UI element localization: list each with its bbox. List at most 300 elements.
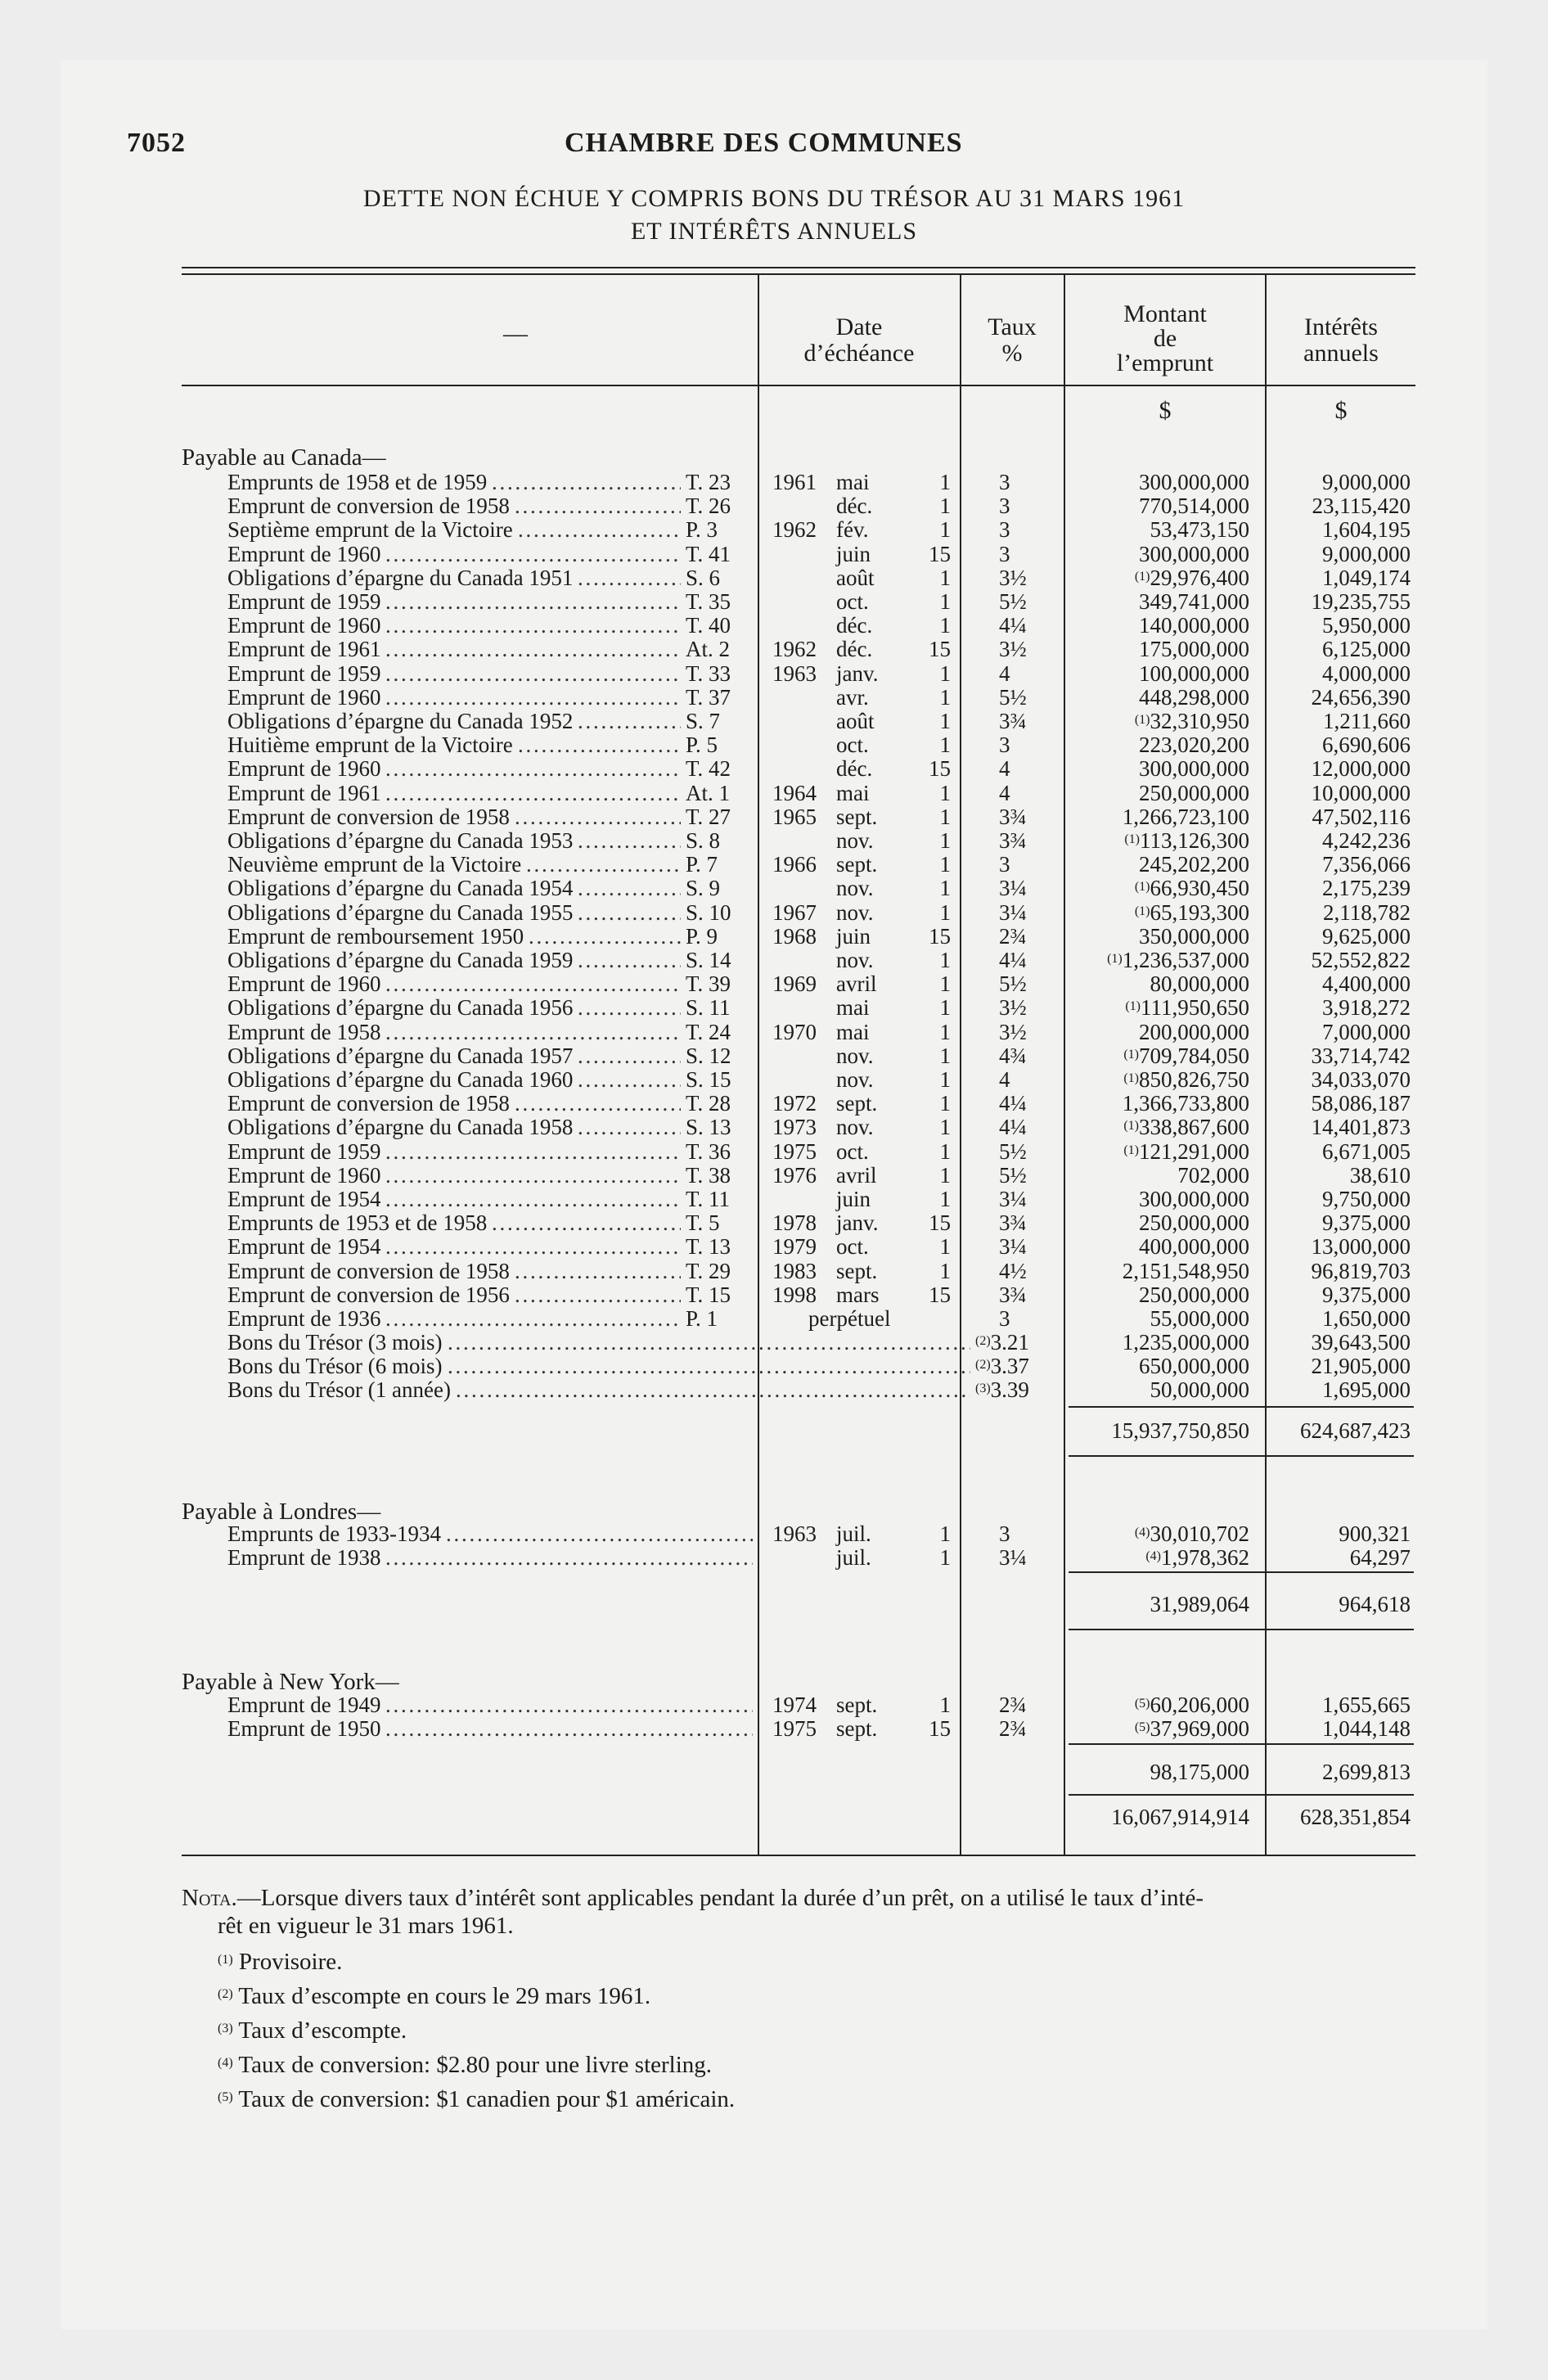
leader-dots (578, 1116, 681, 1139)
loan-reference: S. 15 (686, 1067, 731, 1092)
loan-amount (1123, 805, 1249, 829)
interest-rate: 3¼ (999, 899, 1027, 925)
leader-dots (385, 662, 681, 686)
column-header-interest-l1: Intérêts (1304, 313, 1378, 340)
table-row (0, 1283, 1548, 1307)
maturity-day: 1 (939, 899, 951, 925)
maturity-month: nov. (836, 899, 874, 925)
footnote-mark: (1) (1123, 1071, 1139, 1085)
maturity-year: 1975 (772, 1716, 817, 1742)
annual-interest: 6,690,606 (1322, 732, 1411, 758)
annual-interest: 21,905,000 (1311, 1354, 1411, 1379)
interest-rate: 3¼ (999, 1545, 1027, 1571)
maturity-day: 1 (939, 780, 951, 805)
maturity-day: 15 (929, 637, 951, 662)
amount-value: 37,969,000 (1150, 1716, 1249, 1742)
maturity-month: nov. (836, 1067, 874, 1092)
unit-interest: $ (1334, 397, 1348, 424)
loan-amount (1139, 925, 1249, 949)
loan-reference: T. 41 (686, 541, 731, 566)
loan-reference: At. 2 (686, 637, 730, 662)
grand-total-rule (1069, 1794, 1414, 1796)
loan-amount: 1,235,000,000 (1122, 1330, 1249, 1355)
amount-value: 175,000,000 (1139, 637, 1249, 662)
table-row (0, 877, 1548, 900)
leader-dots (578, 566, 681, 590)
subtotal-rule-canada (1069, 1406, 1414, 1408)
loan-amount (1139, 686, 1249, 710)
amount-value: 1,236,537,000 (1122, 948, 1249, 972)
annual-interest: 1,044,148 (1322, 1716, 1411, 1742)
leader-dots (515, 1283, 681, 1307)
loan-amount (1139, 1211, 1249, 1235)
column-header-date-l2: d’échéance (803, 340, 915, 367)
table-row (0, 1092, 1548, 1116)
maturity-day: 1 (939, 971, 951, 997)
loan-name: Obligations d’épargne du Canada 1955 (227, 899, 574, 925)
leader-dots (385, 1307, 681, 1331)
subtotal-row-london (0, 1593, 1548, 1616)
loan-reference: At. 1 (686, 780, 730, 805)
loan-reference: S. 13 (686, 1115, 731, 1140)
leader-dots (385, 1693, 753, 1717)
loan-name: Emprunt de 1960 (227, 1162, 381, 1188)
annual-interest: 47,502,116 (1312, 804, 1411, 829)
table-row (0, 1235, 1548, 1259)
loan-reference: T. 26 (686, 494, 731, 519)
maturity-perpetual: perpétuel (808, 1306, 891, 1331)
interest-rate: 3 (999, 541, 1010, 566)
maturity-day: 1 (939, 995, 951, 1021)
leader-dots (518, 733, 681, 757)
table-bottom-rule (182, 1855, 1415, 1856)
interest-rate: 4 (999, 780, 1010, 805)
maturity-month: déc. (836, 613, 873, 638)
section-label-london: Payable à Londres— (182, 1499, 381, 1525)
interest-rate: 3¼ (999, 876, 1027, 901)
table-row (0, 1211, 1548, 1235)
table-row (0, 614, 1548, 638)
loan-amount (1145, 1546, 1249, 1570)
nota-label: Nota. (182, 1885, 237, 1911)
table-row (0, 805, 1548, 829)
table-row (0, 1116, 1548, 1139)
maturity-month: oct. (836, 1234, 869, 1260)
interest-rate: 3½ (999, 637, 1027, 662)
top-double-rule-b (182, 273, 1415, 275)
amount-value: 55,000,000 (1150, 1306, 1249, 1331)
table-row (0, 686, 1548, 710)
loan-reference: T. 33 (686, 660, 731, 686)
footnote (218, 1948, 342, 1976)
amount-value: 1,978,362 (1161, 1545, 1249, 1571)
leader-dots (492, 471, 681, 494)
maturity-month: fév. (836, 517, 869, 543)
annual-interest: 12,000,000 (1311, 756, 1411, 782)
footnote-mark: (1) (1134, 880, 1150, 895)
maturity-day: 1 (939, 876, 951, 901)
loan-reference: S. 8 (686, 828, 721, 853)
table-title-line2: ET INTÉRÊTS ANNUELS (630, 218, 918, 245)
footnote-mark: (1) (1124, 832, 1140, 846)
table-row (0, 901, 1548, 925)
maturity-day: 15 (929, 541, 951, 566)
loan-amount: 50,000,000 (1150, 1377, 1249, 1403)
nota-text: —Lorsque divers taux d’intérêt sont applicables pendant la durée d’un prêt, on a utilisé le taux d’inté- (236, 1885, 1204, 1911)
column-header-interest-l2: annuels (1303, 340, 1379, 367)
amount-value: 66,930,450 (1150, 876, 1249, 901)
maturity-day: 1 (939, 1545, 951, 1571)
maturity-month: mai (836, 780, 870, 805)
column-header-amount-l2: de (1153, 325, 1177, 352)
leader-dots (578, 1044, 681, 1068)
maturity-month: sept. (836, 1716, 878, 1742)
maturity-year: 1961 (772, 470, 817, 494)
amount-value: 100,000,000 (1139, 660, 1249, 686)
table-row (0, 1188, 1548, 1211)
maturity-year: 1962 (772, 517, 817, 543)
leader-dots (385, 1164, 681, 1188)
maturity-year: 1974 (772, 1693, 817, 1717)
loan-reference: P. 5 (686, 732, 718, 758)
subtotal-interest: 624,687,423 (1300, 1418, 1411, 1443)
loan-amount (1139, 1283, 1249, 1307)
annual-interest: 38,610 (1349, 1162, 1411, 1188)
interest-rate: 4 (999, 756, 1010, 782)
loan-name: Emprunt de 1938 (227, 1545, 381, 1571)
maturity-year: 1967 (772, 899, 817, 925)
maturity-month: sept. (836, 1258, 878, 1283)
leader-dots (385, 614, 681, 638)
loan-reference: P. 7 (686, 852, 718, 877)
footnote-text: Taux d’escompte en cours le 29 mars 1961. (232, 1983, 651, 2009)
loan-amount (1150, 972, 1250, 996)
footnote-text: Taux de conversion: $1 canadien pour $1 américain. (232, 2086, 736, 2112)
amount-value: 350,000,000 (1139, 923, 1249, 949)
interest-rate: 4½ (999, 1258, 1027, 1283)
footnote-mark: (3) (218, 2022, 233, 2035)
loan-reference: T. 15 (686, 1282, 731, 1307)
annual-interest: 9,375,000 (1322, 1282, 1411, 1307)
loan-name: Emprunt de 1949 (227, 1693, 381, 1717)
amount-value: 702,000 (1177, 1162, 1249, 1188)
maturity-year: 1972 (772, 1091, 817, 1116)
leader-dots (578, 877, 681, 900)
loan-reference: P. 3 (686, 517, 718, 543)
maturity-year: 1979 (772, 1234, 817, 1260)
nota-line2: rêt en vigueur le 31 mars 1961. (218, 1913, 514, 1939)
maturity-day: 1 (939, 1115, 951, 1140)
table-row (0, 1546, 1548, 1570)
amount-value: 2,151,548,950 (1122, 1258, 1249, 1283)
maturity-day: 1 (939, 1019, 951, 1044)
loan-name: Obligations d’épargne du Canada 1954 (227, 876, 574, 901)
table-row (0, 1717, 1548, 1741)
treasury-bill-name: Bons du Trésor (6 mois) (227, 1354, 443, 1379)
rate-value: 3.39 (990, 1377, 1029, 1403)
annual-interest: 14,401,873 (1311, 1115, 1411, 1140)
loan-reference: P. 9 (686, 923, 718, 949)
maturity-month: juin (836, 1187, 871, 1211)
maturity-day: 1 (939, 589, 951, 614)
interest-rate: 3¾ (999, 1210, 1027, 1236)
maturity-day: 1 (939, 660, 951, 686)
interest-rate: 3¾ (999, 804, 1027, 829)
footnote-mark: (2) (975, 1334, 991, 1348)
interest-rate: 3¾ (999, 1282, 1027, 1307)
loan-amount (1123, 1092, 1249, 1116)
loan-amount (1123, 1260, 1249, 1283)
interest-rate: 3¼ (999, 1234, 1027, 1260)
annual-interest: 19,235,755 (1311, 589, 1411, 614)
leader-dots (385, 1546, 753, 1570)
annual-interest: 7,356,066 (1322, 852, 1411, 877)
treasury-bill-name: Bons du Trésor (1 année) (227, 1377, 451, 1403)
subtotal-amount: 98,175,000 (1150, 1760, 1249, 1784)
maturity-year: 1983 (772, 1258, 817, 1283)
loan-reference: S. 7 (686, 709, 721, 733)
maturity-year: 1968 (772, 923, 817, 949)
loan-reference: S. 11 (686, 995, 731, 1021)
amount-value: 448,298,000 (1139, 684, 1249, 710)
maturity-day: 15 (929, 1282, 951, 1307)
annual-interest: 33,714,742 (1311, 1043, 1411, 1068)
footnote-mark: (1) (1107, 952, 1123, 966)
loan-name: Emprunts de 1953 et de 1958 (227, 1210, 488, 1236)
maturity-year: 1978 (772, 1210, 817, 1236)
annual-interest: 1,604,195 (1322, 517, 1411, 543)
maturity-month: nov. (836, 1115, 874, 1140)
maturity-month: déc. (836, 494, 873, 519)
loan-name: Emprunt de conversion de 1958 (227, 1091, 510, 1116)
maturity-month: sept. (836, 1693, 878, 1717)
maturity-month: oct. (836, 1138, 869, 1164)
annual-interest: 1,211,660 (1323, 709, 1411, 733)
amount-value: 250,000,000 (1139, 1210, 1249, 1236)
amount-value: 1,266,723,100 (1122, 804, 1249, 829)
maturity-year: 1966 (772, 852, 817, 877)
footnote-mark: (1) (1125, 999, 1141, 1014)
loan-reference: P. 1 (686, 1306, 718, 1331)
amount-value: 121,291,000 (1139, 1138, 1249, 1164)
table-row (0, 853, 1548, 877)
maturity-day: 1 (939, 948, 951, 972)
subtotal-amount: 15,937,750,850 (1111, 1418, 1249, 1443)
column-header-date-l1: Date (835, 313, 883, 340)
loan-name: Emprunt de 1960 (227, 971, 381, 997)
annual-interest: 96,819,703 (1311, 1258, 1411, 1283)
maturity-month: mai (836, 995, 870, 1021)
footnote-mark: (1) (1123, 1119, 1139, 1134)
loan-reference: T. 36 (686, 1138, 731, 1164)
maturity-year: 1976 (772, 1162, 817, 1188)
maturity-year: 1964 (772, 780, 817, 805)
maturity-month: oct. (836, 732, 869, 758)
loan-name: Emprunt de 1958 (227, 1019, 381, 1044)
maturity-day: 1 (939, 1043, 951, 1068)
interest-rate: 2¾ (999, 1716, 1027, 1742)
footnote-text: Taux d’escompte. (232, 2017, 407, 2044)
maturity-month: sept. (836, 852, 878, 877)
leader-dots (385, 543, 681, 566)
maturity-month: août (836, 565, 875, 590)
amount-value: 60,206,000 (1150, 1693, 1249, 1717)
subtotal-row-new-york (0, 1760, 1548, 1784)
annual-interest: 2,175,239 (1322, 876, 1411, 901)
interest-rate: 4¼ (999, 613, 1027, 638)
leader-dots (578, 1068, 681, 1092)
interest-rate: 3 (999, 494, 1010, 519)
loan-reference: T. 24 (686, 1019, 731, 1044)
interest-rate: 3 (999, 732, 1010, 758)
maturity-year: 1963 (772, 660, 817, 686)
annual-interest: 1,049,174 (1322, 565, 1411, 590)
footnote-mark: (3) (975, 1382, 991, 1396)
maturity-month: nov. (836, 876, 874, 901)
loan-amount (1135, 566, 1249, 590)
loan-amount (1135, 901, 1249, 925)
leader-dots (456, 1378, 970, 1402)
table-row (0, 1522, 1548, 1546)
loan-name: Obligations d’épargne du Canada 1957 (227, 1043, 574, 1068)
loan-name: Emprunt de 1959 (227, 660, 381, 686)
loan-name: Emprunt de 1960 (227, 684, 381, 710)
table-row (0, 733, 1548, 757)
annual-interest: 10,000,000 (1311, 780, 1411, 805)
loan-name: Emprunt de conversion de 1958 (227, 804, 510, 829)
loan-amount (1123, 1116, 1249, 1139)
maturity-month: déc. (836, 756, 873, 782)
maturity-month: sept. (836, 804, 878, 829)
subtotal-amount: 31,989,064 (1150, 1592, 1249, 1616)
footnote-mark: (5) (1134, 1697, 1150, 1711)
leader-dots (578, 710, 681, 733)
amount-value: 709,784,050 (1139, 1043, 1249, 1068)
maturity-month: nov. (836, 1043, 874, 1068)
running-head: CHAMBRE DES COMMUNES (565, 128, 963, 158)
maturity-year: 1965 (772, 804, 817, 829)
loan-amount (1139, 1188, 1249, 1211)
amount-value: 80,000,000 (1150, 971, 1249, 997)
annual-interest: 58,086,187 (1311, 1091, 1411, 1116)
loan-reference: T. 35 (686, 589, 731, 614)
table-row (0, 494, 1548, 518)
subtotal-rule-canada-bottom (1069, 1455, 1414, 1457)
loan-name: Emprunt de conversion de 1958 (227, 1258, 510, 1283)
loan-amount (1123, 1140, 1249, 1164)
amount-value: 53,473,150 (1150, 517, 1249, 543)
maturity-day: 1 (939, 684, 951, 710)
maturity-month: janv. (836, 1210, 879, 1236)
leader-dots (385, 1140, 681, 1164)
interest-rate: 3½ (999, 995, 1027, 1021)
loan-amount (1139, 853, 1249, 877)
loan-name: Huitième emprunt de la Victoire (227, 732, 513, 758)
loan-reference: T. 39 (686, 971, 731, 997)
amount-value: 113,126,300 (1140, 828, 1249, 853)
footnote-mark: (1) (1134, 569, 1150, 584)
maturity-month: avril (836, 971, 877, 997)
leader-dots (448, 1331, 970, 1355)
maturity-day: 1 (939, 1138, 951, 1164)
amount-value: 349,741,000 (1139, 589, 1249, 614)
loan-reference: T. 40 (686, 613, 731, 638)
column-header-amount-l3: l’emprunt (1116, 349, 1214, 376)
maturity-day: 15 (929, 1210, 951, 1236)
loan-name: Obligations d’épargne du Canada 1953 (227, 828, 574, 853)
annual-interest: 3,918,272 (1322, 995, 1411, 1021)
leader-dots (492, 1211, 681, 1235)
leader-dots (578, 901, 681, 925)
interest-rate: 5½ (999, 1138, 1027, 1164)
loan-reference: S. 10 (686, 899, 731, 925)
amount-value: 29,976,400 (1150, 565, 1249, 590)
loan-name: Emprunt de 1950 (227, 1716, 381, 1742)
annual-interest: 9,000,000 (1322, 470, 1411, 494)
amount-value: 850,826,750 (1139, 1067, 1249, 1092)
annual-interest: 1,650,000 (1322, 1306, 1411, 1331)
table-row (0, 1044, 1548, 1068)
leader-dots (529, 925, 681, 949)
annual-interest: 39,643,500 (1311, 1330, 1411, 1355)
leader-dots (448, 1355, 970, 1378)
leader-dots (385, 1717, 753, 1741)
loan-amount (1124, 829, 1249, 853)
table-row (0, 925, 1548, 949)
annual-interest: 9,750,000 (1322, 1187, 1411, 1211)
annual-interest: 4,000,000 (1322, 660, 1411, 686)
footnote (218, 2085, 735, 2113)
loan-amount (1139, 1021, 1249, 1044)
maturity-month: nov. (836, 948, 874, 972)
interest-rate: 4 (999, 660, 1010, 686)
annual-interest: 5,950,000 (1322, 613, 1411, 638)
loan-name: Obligations d’épargne du Canada 1958 (227, 1115, 574, 1140)
maturity-month: juin (836, 541, 871, 566)
maturity-day: 1 (939, 732, 951, 758)
loan-reference: T. 28 (686, 1091, 731, 1116)
annual-interest: 7,000,000 (1322, 1019, 1411, 1044)
maturity-day: 1 (939, 1234, 951, 1260)
loan-name: Emprunt de remboursement 1950 (227, 923, 524, 949)
amount-value: 300,000,000 (1139, 756, 1249, 782)
subtotal-rule-london-bottom (1069, 1629, 1414, 1630)
table-row (0, 471, 1548, 494)
amount-value: 300,000,000 (1139, 1187, 1249, 1211)
loan-reference: S. 6 (686, 565, 721, 590)
table-row (0, 829, 1548, 853)
amount-value: 300,000,000 (1139, 470, 1249, 494)
maturity-day: 15 (929, 1716, 951, 1742)
loan-reference: T. 13 (686, 1234, 731, 1260)
annual-interest: 9,000,000 (1322, 541, 1411, 566)
table-row (0, 590, 1548, 614)
loan-reference: T. 37 (686, 684, 731, 710)
leader-dots (385, 1188, 681, 1211)
table-title-line1: DETTE NON ÉCHUE Y COMPRIS BONS DU TRÉSOR AU 31 MARS 1961 (362, 185, 1186, 212)
loan-name: Emprunts de 1958 et de 1959 (227, 470, 488, 494)
loan-amount (1135, 1522, 1249, 1546)
loan-reference: T. 29 (686, 1258, 731, 1283)
interest-rate: 4¼ (999, 948, 1027, 972)
amount-value: 245,202,200 (1139, 852, 1249, 877)
table-row (0, 710, 1548, 733)
maturity-year: 1969 (772, 971, 817, 997)
maturity-day: 1 (939, 1521, 951, 1546)
interest-rate: 3 (999, 1306, 1010, 1331)
leader-dots (385, 590, 681, 614)
amount-value: 250,000,000 (1139, 1282, 1249, 1307)
